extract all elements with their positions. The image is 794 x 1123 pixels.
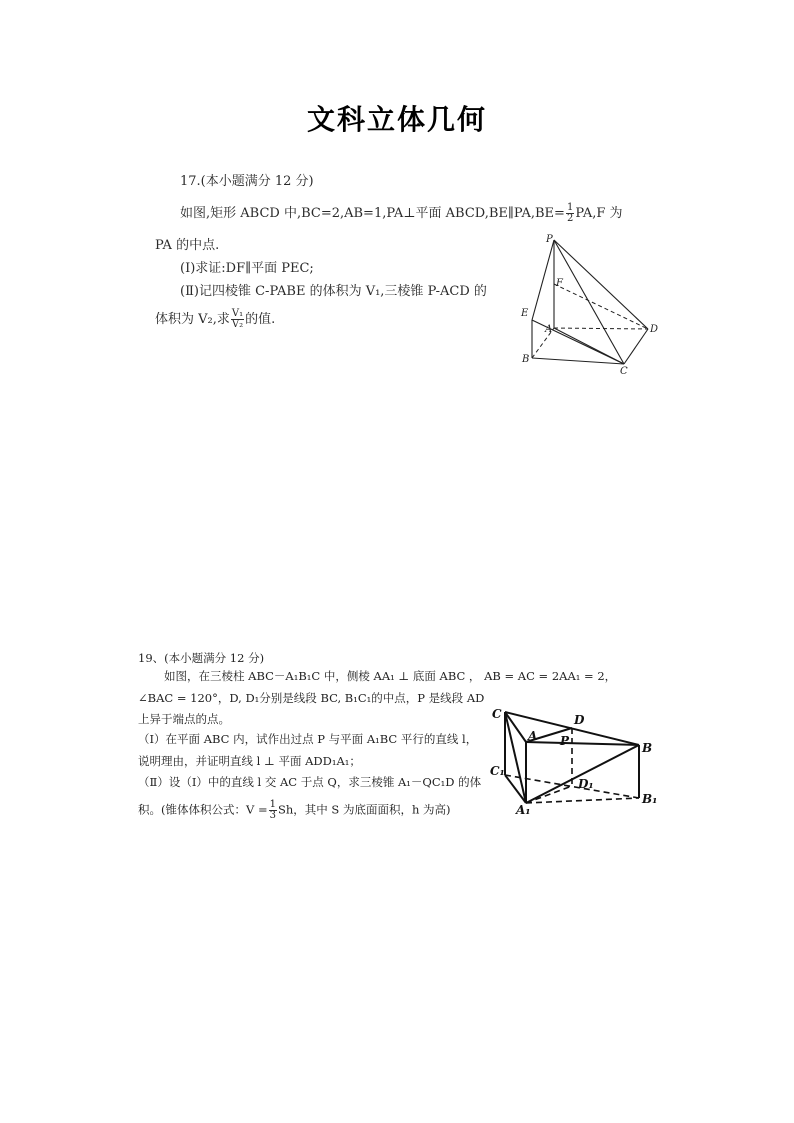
problem-19-line7-b: Sh，其中 S 为底面面积，h 为高): [277, 802, 451, 817]
problem-17-line1: [180, 202, 623, 224]
fig17-label-f: F: [556, 278, 563, 289]
fig17-label-a: A: [545, 324, 553, 335]
problem-17-part2: (Ⅱ)记四棱锥 C-PABE 的体积为 V₁,三棱锥 P-ACD 的: [180, 284, 487, 299]
problem-19-line1: 如图，在三棱柱 ABC－A₁B₁C 中，侧棱 AA₁ ⊥ 底面 ABC ， AB = AC = 2AA₁ = 2，: [164, 669, 617, 683]
problem-19-line5: 说明理由，并证明直线 l ⊥ 平面 ADD₁A₁；: [138, 754, 361, 768]
problem-17-part1: (Ⅰ)求证:DF∥平面 PEC;: [180, 261, 314, 276]
problem-19-header: 19、(本小题满分 12 分): [138, 651, 265, 665]
problem-17-line5-a: 体积为 V₂,求: [155, 312, 230, 327]
fig19-label-d: D: [574, 713, 585, 727]
fig17-label-c: C: [620, 366, 628, 377]
problem-19-line6: （Ⅱ）设（Ⅰ）中的直线 l 交 AC 于点 Q，求三棱锥 A₁－QC₁D 的体: [138, 775, 482, 789]
fig19-label-a1: A₁: [516, 803, 531, 817]
problem-19-figure: [488, 700, 668, 820]
problem-17-header: 17.(本小题满分 12 分): [180, 174, 314, 189]
problem-17-line1-b: PA,F 为: [575, 206, 623, 221]
fig19-label-b: B: [642, 741, 653, 755]
problem-19-line2: ∠BAC = 120°，D, D₁分别是线段 BC, B₁C₁的中点，P 是线段 AD: [138, 691, 485, 705]
problem-17-line5-b: 的值.: [245, 312, 276, 327]
problem-19-line7: [138, 800, 451, 821]
fraction-one-third: $\frac{1}{3}$: [269, 799, 276, 821]
fig19-label-b1: B₁: [642, 792, 658, 806]
problem-19-line7-a: 积。(锥体体积公式：V =: [138, 802, 268, 817]
fig19-label-c1: C₁: [490, 764, 505, 778]
fig17-label-d: D: [650, 324, 659, 335]
problem-17-figure: [512, 228, 662, 378]
fig19-label-d1: D₁: [578, 777, 594, 791]
fig17-label-p: P: [546, 234, 553, 245]
fig19-label-p: P: [560, 734, 570, 748]
fraction-one-half: $\frac{1}{2}$: [566, 202, 574, 224]
fig17-label-b: B: [522, 354, 530, 365]
page-title: 文科立体几何: [306, 103, 487, 136]
problem-19-line3: 上异于端点的点。: [138, 712, 230, 726]
fig19-label-c: C: [492, 707, 502, 721]
problem-17-line1-a: 如图,矩形 ABCD 中,BC=2,AB=1,PA⊥平面 ABCD,BE∥PA,BE=: [180, 206, 565, 221]
problem-17-line5: [155, 308, 275, 330]
fig19-label-a: A: [528, 729, 538, 743]
problem-19-line4: （Ⅰ）在平面 ABC 内，试作出过点 P 与平面 A₁BC 平行的直线 l，: [138, 732, 478, 746]
problem-17-line2: PA 的中点.: [155, 238, 220, 253]
fig17-label-e: E: [521, 308, 529, 319]
fraction-v1-v2: $\frac{\text{V₁}}{\text{V₂}}$: [231, 308, 244, 330]
